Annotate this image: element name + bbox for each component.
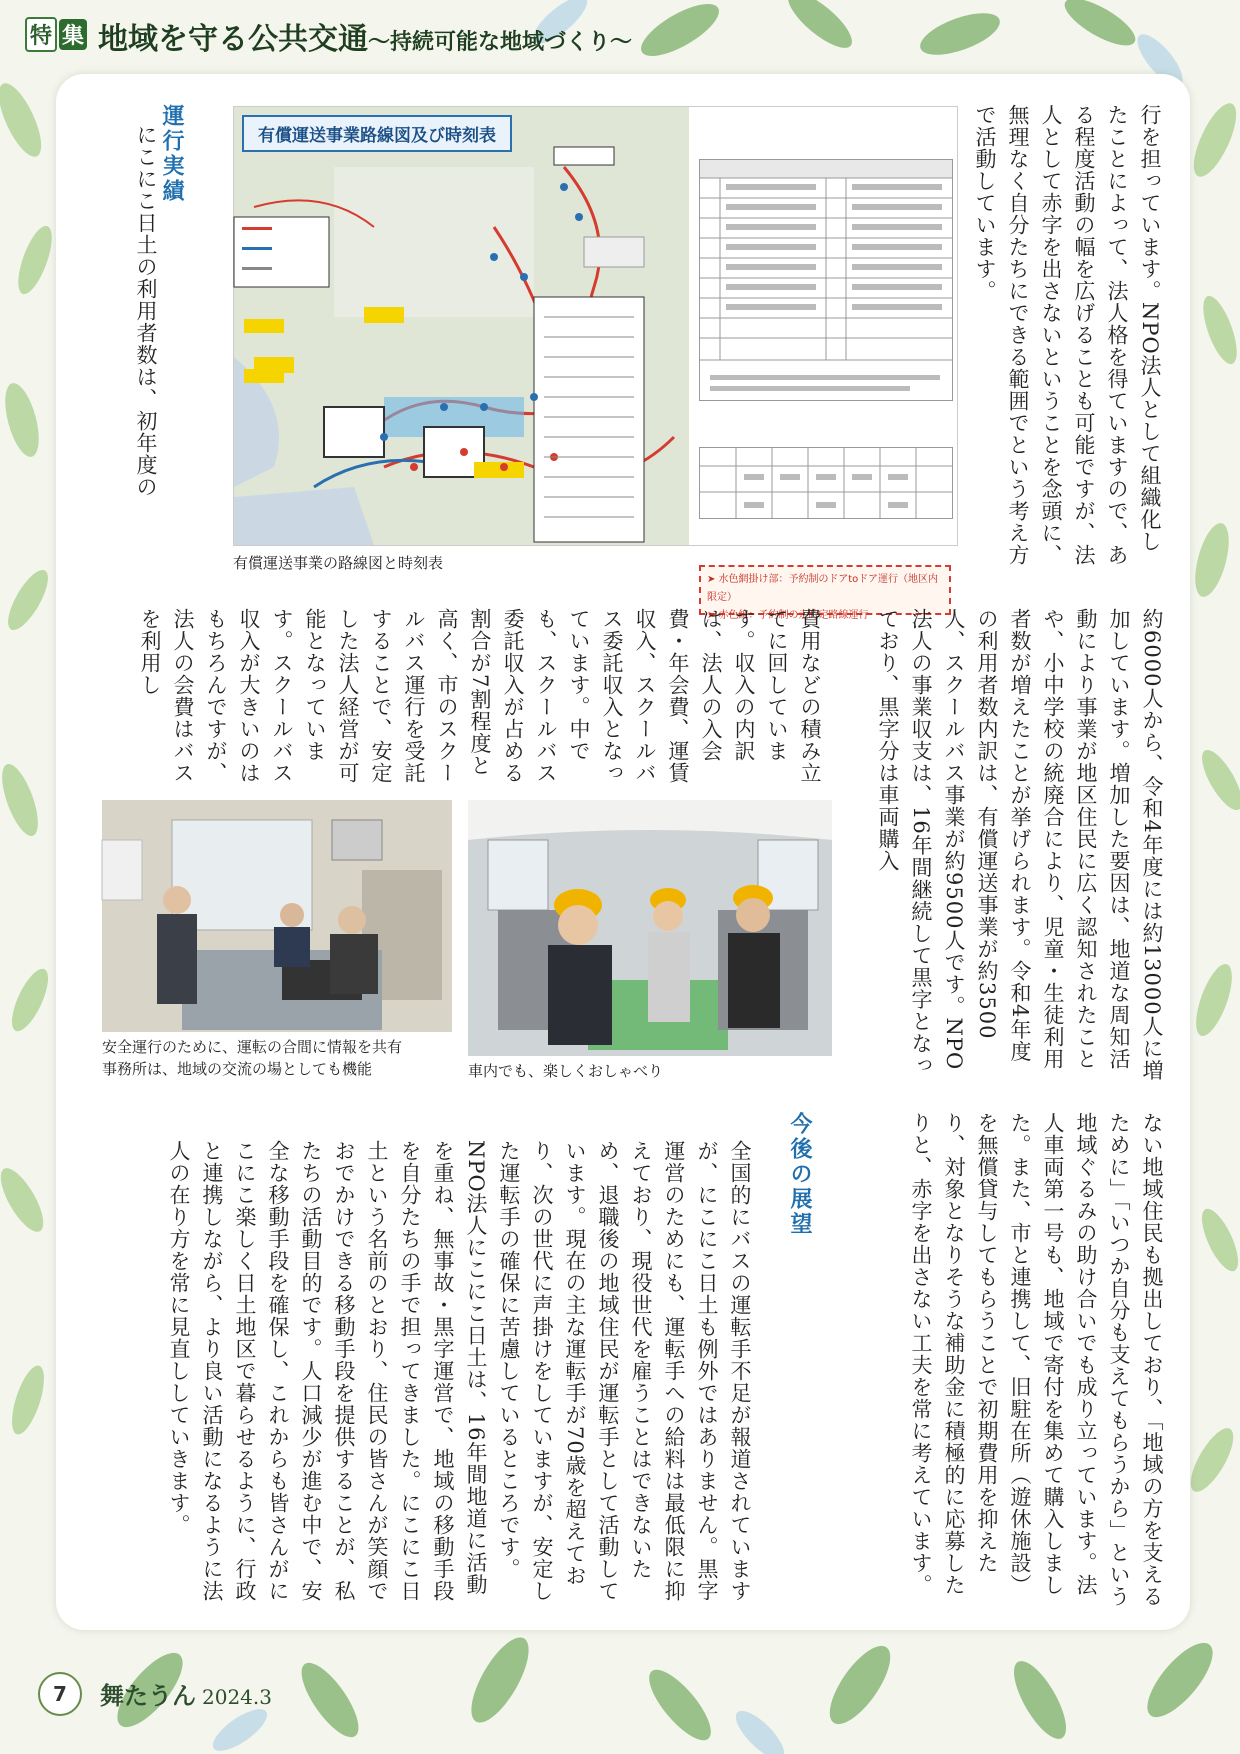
timetable-1-grid	[700, 160, 952, 400]
bus-interior-photo-image	[468, 800, 832, 1056]
figure-caption: 有償運送事業の路線図と時刻表	[233, 554, 444, 572]
figure-title: 有償運送事業路線図及び時刻表	[242, 115, 512, 152]
legend-note-1: ➤ 水色網掛け部：予約制のドアtoドア運行（地区内限定）	[707, 574, 938, 603]
magazine-name	[100, 1676, 272, 1711]
bottom-right-text: ない地域住民も拠出しており、「地域の方を支えるために」「いつか自分も支えてもらうから」という地域ぐるみの助け合いでも成り立っています。法人車両第一号も、地域で寄付を集めて購入しました。また、市と連携して、旧駐在所（遊休施設）を無償貸与してもらうことで初期費用を抑えたり、対象となりそうな補助金に積極的に応募したりと、赤字を出さない工夫を常に考えています。	[909, 1112, 1164, 1608]
feature-badge	[26, 14, 86, 54]
feature-badge-char-2: 集	[59, 19, 87, 50]
operations-text-left: にこにこ日土の利用者数は、初年度の	[134, 124, 158, 498]
timetable-1	[699, 159, 953, 401]
office-photo-caption-1: 安全運行のために、運転の合間に情報を共有	[102, 1038, 403, 1056]
office-photo	[102, 800, 452, 1032]
route-map-drawing	[234, 107, 689, 545]
section-heading-outlook: 今後の展望	[787, 1112, 812, 1237]
operations-text-middle-left: 費用などの積み立てに回しています。収入の内訳は、法人の入会費・年会費、運賃収入、スクールバス委託収入となっています。中でも、スクールバス委託収入が占める割合が7割程度と高く、市のスクールバス運行を受託することで、安定した法人経営が可能となっています。スクールバス収入が大きいのはもちろんですが、法人の会費はバスを利用し	[138, 608, 822, 784]
magazine-logo: 舞たうん	[100, 1681, 196, 1710]
bus-interior-photo	[468, 800, 832, 1056]
section-heading-operations: 運行実績	[159, 104, 184, 204]
route-map	[234, 107, 689, 545]
timetable-2	[699, 447, 953, 519]
legend-note-2: ➤ 赤色線：予約制の走時定路線運行	[707, 610, 869, 621]
timetable-2-grid	[700, 448, 952, 518]
outlook-text: 全国的にバスの運転手不足が報道されていますが、にこにこ日土も例外ではありません。黒字運営のためにも、運転手への給料は最低限に抑えており、現役世代を雇うことはできないため、退職後の地域住民が運転手として活動しています。現在の主な運転手が70歳を超えており、次の世代に声掛けをしていますが、安定した運転手の確保に苦慮しているところです。NPO法人にこにこ日土は、16年間地道に活動を重ね、無事故・黒字運営で、地域の移動手段を自分たちの手で担ってきました。にこにこ日土という名前のとおり、住民の皆さんが笑顔でおでかけできる移動手段を提供することが、私たちの活動目的です。人口減少が進む中で、安全な移動手段を確保し、これからも皆さんがにこにこ楽しく日土地区で暮らせるように、行政と連携しながら、より良い活動になるように法人の在り方を常に見直ししていきます。	[167, 1140, 752, 1602]
page-title-subtitle: 〜持続可能な地域づくり〜	[368, 30, 633, 55]
feature-badge-char-1: 特	[25, 17, 57, 52]
page-title-main: 地域を守る公共交通	[98, 22, 368, 57]
bus-photo-caption: 車内でも、楽しくおしゃべり	[468, 1062, 664, 1080]
office-photo-caption-2: 事務所は、地域の交流の場としても機能	[102, 1060, 373, 1078]
operations-text-middle-right: 約6000人から、令和4年度には約13000人に増加しています。増加した要因は、地道な周知活動により事業が地区住民に広く認知されたことや、小中学校の統廃合により、児童・生徒利用者数が増えたことが挙げられます。令和4年度の利用者数内訳は、有償運送事業が約3500人、スクールバス事業が約9500人です。NPO法人の事業収支は、16年間継続して黒字となっており、黒字分は車両購入	[876, 608, 1164, 1082]
page-number: 7	[38, 1672, 82, 1716]
top-right-text: 行を担っています。NPO法人として組織化したことによって、法人格を得ていますので、ある程度活動の幅を広げることも可能ですが、法人として赤字を出さないということを念頭に、無理なく自分たちにできる範囲でという考え方で活動しています。	[973, 104, 1162, 566]
office-photo-image	[102, 800, 452, 1032]
page-title	[98, 14, 632, 58]
issue-date: 2024.3	[202, 1685, 272, 1709]
